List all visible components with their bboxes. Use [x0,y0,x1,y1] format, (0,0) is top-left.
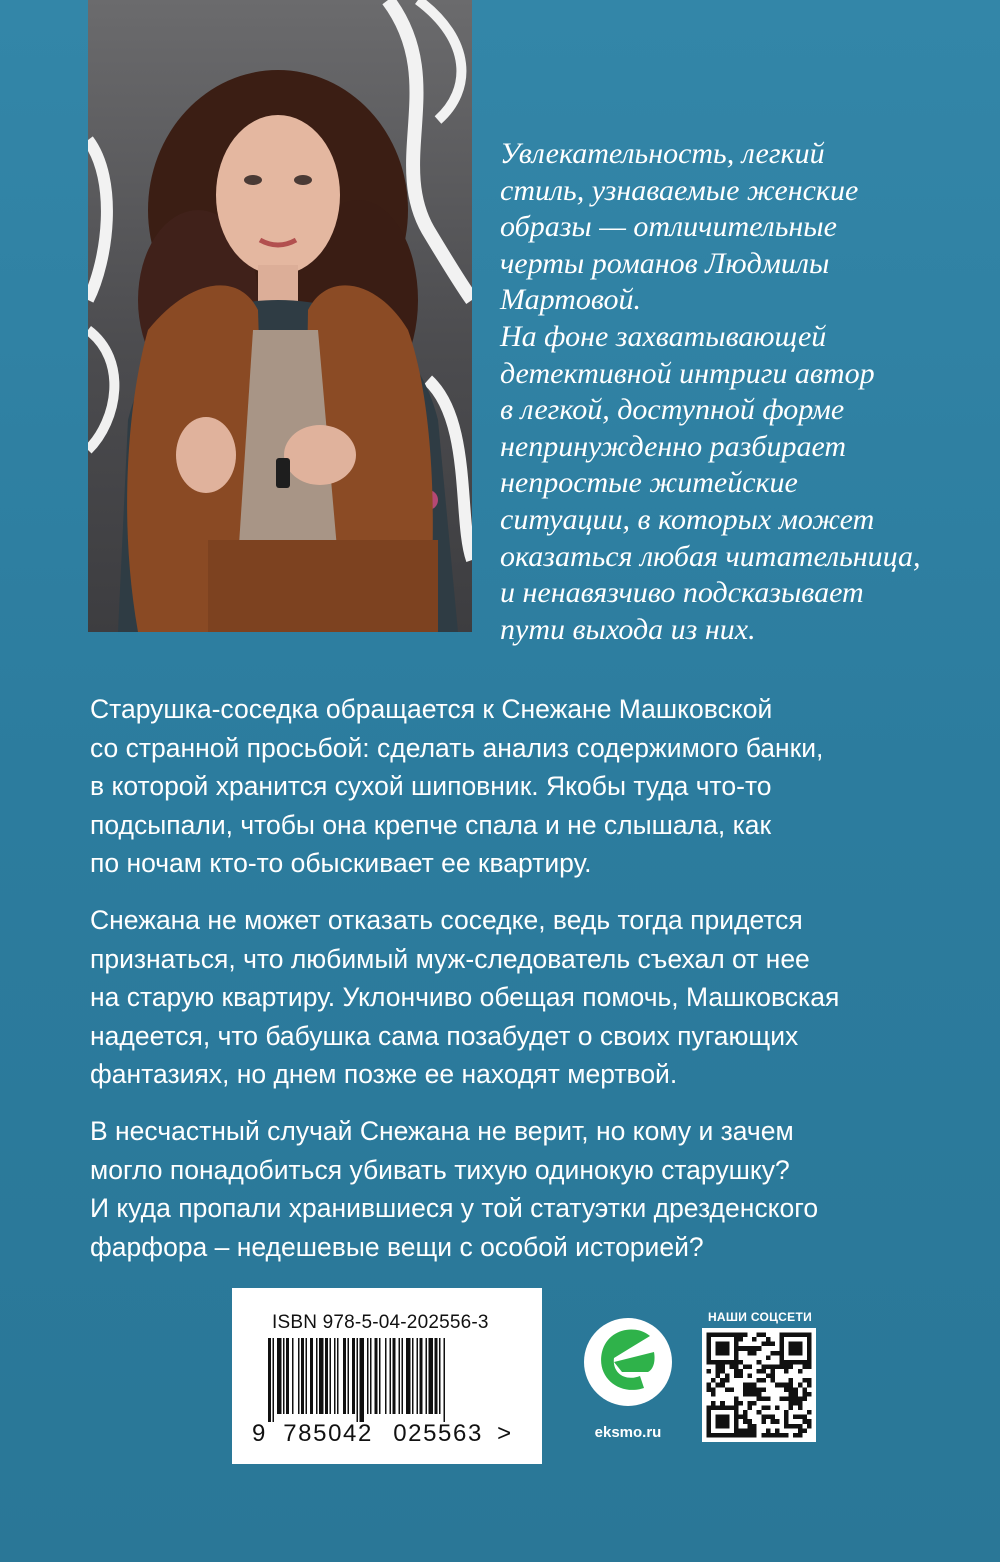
ean-group-2: 025563 [393,1420,483,1447]
eksmo-logo-icon [578,1306,678,1418]
isbn-number: ISBN 978-5-04-202556-3 [272,1312,489,1333]
isbn-barcode [232,1288,542,1464]
ean-digits [252,1420,513,1448]
quote-line: черты романов Людмилы [500,246,830,280]
author-photo-illustration [88,0,472,632]
quote-line: в легкой, доступной форме [500,393,845,427]
annotation-line: в которой хранится сухой шиповник. Якобы туда что-то [90,771,772,802]
annotation-line: И куда пропали хранившиеся у той статуэтки дрезденского [90,1193,819,1224]
quote-line: непринужденно разбирает [500,429,847,463]
quote-line: ситуации, в которых может [500,502,875,536]
ean-arrow: > [497,1420,513,1447]
annotation-paragraph-1 [90,690,970,883]
quote-line: непростые житейские [500,466,798,500]
ean-first-digit: 9 [252,1420,267,1447]
publisher-site: eksmo.ru [594,1424,662,1441]
annotation-line: на старую квартиру. Уклончиво обещая помочь, Машковская [90,982,840,1013]
quote-line: и ненавязчиво подсказывает [500,576,864,610]
annotation-line: признаться, что любимый муж-следователь съехал от нее [90,943,810,974]
quote-line: стиль, узнаваемые женские [500,173,859,207]
annotation-line: надеется, что бабушка сама позабудет о своих пугающих [90,1020,799,1051]
annotation-paragraph-2 [90,901,970,1094]
annotation-line: В несчастный случай Снежана не верит, но кому и зачем [90,1115,794,1146]
quote-line: На фоне захватывающей [500,319,827,353]
quote-line: образы — отличительные [500,210,837,244]
annotation-line: подсыпали, чтобы она крепче спала и не слышала, как [90,809,772,840]
qr-code [702,1328,816,1442]
annotation-line: фантазиях, но днем позже ее находят мертвой. [90,1059,678,1090]
annotation-line: со странной просьбой: сделать анализ содержимого банки, [90,732,824,763]
quote-line: Мартовой. [500,283,641,317]
annotation-line: фарфора – недешевые вещи с особой историей? [90,1231,704,1262]
ean-group-1: 785042 [283,1420,373,1447]
quote-line: пути выхода из них. [500,612,756,646]
eksmo-logo [578,1306,678,1446]
book-annotation [90,690,970,1284]
annotation-line: по ночам кто-то обыскивает ее квартиру. [90,848,592,879]
author-quote [500,136,980,648]
annotation-line: Снежана не может отказать соседке, ведь тогда придется [90,904,803,935]
social-label: НАШИ СОЦСЕТИ [707,1310,813,1324]
annotation-line: могло понадобиться убивать тихую одинокую старушку? [90,1154,790,1185]
quote-line: детективной интриги автор [500,356,875,390]
barcode-bars [268,1338,506,1422]
annotation-paragraph-3 [90,1112,970,1266]
quote-line: Увлекательность, легкий [500,137,825,170]
author-photo [88,0,472,632]
annotation-line: Старушка-соседка обращается к Снежане Машковской [90,694,773,724]
quote-line: оказаться любая читательница, [500,539,921,573]
